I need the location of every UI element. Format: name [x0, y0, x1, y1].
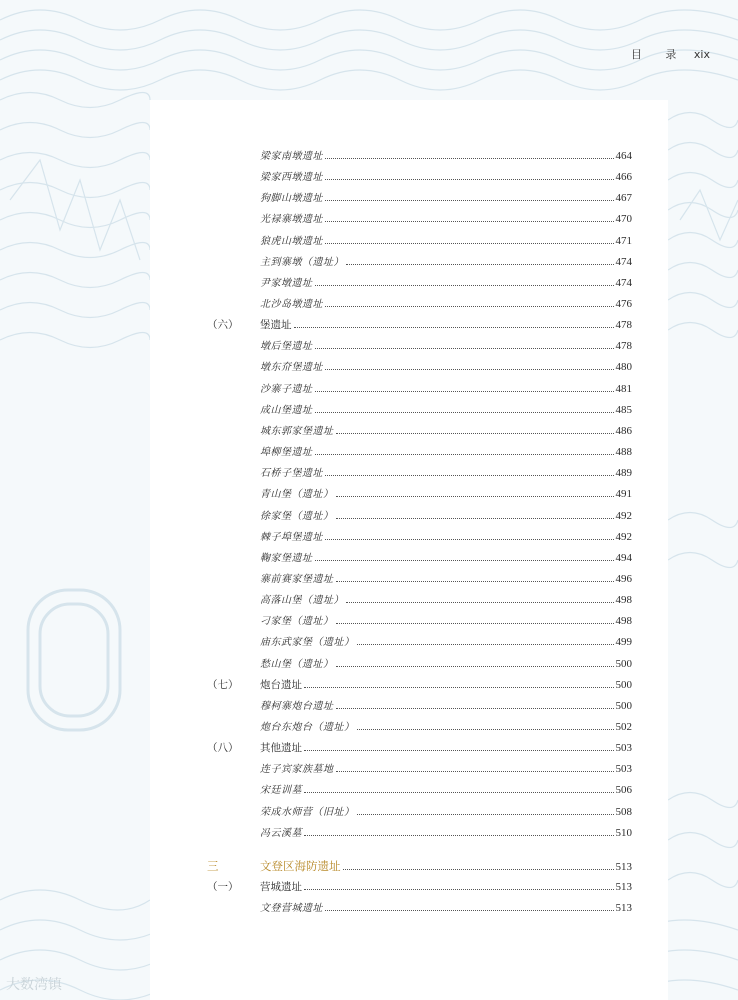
- toc-row: [0, 857, 738, 875]
- toc-page-number: 513: [615, 902, 632, 914]
- toc-entry: [260, 781, 632, 800]
- toc-leader-dots: [336, 507, 614, 519]
- toc-page-number: 466: [615, 171, 632, 183]
- toc-entry: [260, 528, 632, 547]
- toc-entry: [260, 857, 632, 876]
- toc-section-number: 三: [207, 859, 219, 873]
- toc-leader-dots: [325, 295, 614, 307]
- toc-leader-dots: [336, 760, 614, 772]
- toc-leader-dots: [325, 210, 614, 222]
- toc-row: [0, 401, 738, 419]
- toc-page-number: 480: [615, 361, 632, 373]
- toc-page-number: 496: [615, 573, 632, 585]
- toc-title: 光禄寨墩遗址: [260, 214, 323, 225]
- toc-page-number: 498: [615, 594, 632, 606]
- toc-row: [0, 422, 738, 440]
- toc-leader-dots: [336, 612, 614, 624]
- toc-leader-dots: [325, 189, 614, 201]
- toc-page-number: 481: [615, 383, 632, 395]
- toc-title: 连子宾家族墓地: [260, 764, 334, 775]
- toc-page-number: 485: [615, 404, 632, 416]
- toc-title: 尹家墩遗址: [260, 278, 313, 289]
- toc-leader-dots: [315, 443, 614, 455]
- toc-page-number: 474: [615, 256, 632, 268]
- toc-row: [0, 697, 738, 715]
- toc-leader-dots: [325, 168, 614, 180]
- toc-page-number: 502: [615, 721, 632, 733]
- toc-entry: [260, 697, 632, 716]
- toc-row: [0, 781, 738, 799]
- toc-entry: [260, 655, 632, 674]
- toc-title: 狗脚山墩遗址: [260, 193, 323, 204]
- toc-page-number: 492: [615, 531, 632, 543]
- toc-page-number: 498: [615, 615, 632, 627]
- toc-row: [0, 633, 738, 651]
- toc-title: 梁家南墩遗址: [260, 151, 323, 162]
- toc-leader-dots: [315, 380, 614, 392]
- toc-entry: [260, 380, 632, 399]
- toc-leader-dots: [336, 485, 614, 497]
- toc-leader-dots: [343, 858, 614, 870]
- toc-leader-dots: [336, 697, 614, 709]
- toc-page-number: 510: [615, 827, 632, 839]
- toc-row: [0, 570, 738, 588]
- toc-leader-dots: [336, 655, 614, 667]
- toc-entry: [260, 464, 632, 483]
- toc-leader-dots: [304, 824, 614, 836]
- toc-title: 炮台遗址: [260, 679, 302, 691]
- toc-entry: [260, 899, 632, 918]
- toc-row: [0, 253, 738, 271]
- toc-row: [0, 295, 738, 313]
- toc-page-number: 478: [615, 319, 632, 331]
- toc-page-number: 508: [615, 806, 632, 818]
- toc-title: 青山堡（遗址）: [260, 489, 334, 500]
- toc-entry: [260, 316, 632, 334]
- toc-leader-dots: [357, 633, 614, 645]
- toc-page-number: 506: [615, 784, 632, 796]
- toc-entry: [260, 210, 632, 229]
- toc-entry: [260, 443, 632, 462]
- toc-section-number: （七）: [207, 679, 239, 691]
- toc-entry: [260, 147, 632, 166]
- toc-leader-dots: [315, 401, 614, 413]
- toc-row: [0, 676, 738, 694]
- toc-row: [0, 168, 738, 186]
- toc-leader-dots: [325, 358, 614, 370]
- toc-entry: [260, 760, 632, 779]
- toc-title: 主到寨墩（遗址）: [260, 257, 344, 268]
- toc-leader-dots: [336, 422, 614, 434]
- toc-entry: [260, 507, 632, 526]
- toc-title: 堡遗址: [260, 319, 292, 331]
- toc-title: 愁山堡（遗址）: [260, 659, 334, 670]
- toc-leader-dots: [315, 337, 614, 349]
- toc-entry: [260, 878, 632, 896]
- toc-entry: [260, 739, 632, 757]
- toc-leader-dots: [357, 803, 614, 815]
- toc-title: 墩东夼堡遗址: [260, 362, 323, 373]
- toc-leader-dots: [304, 878, 614, 890]
- toc-title: 庙东武家堡（遗址）: [260, 637, 355, 648]
- toc-leader-dots: [325, 147, 614, 159]
- toc-row: [0, 189, 738, 207]
- toc-entry: [260, 168, 632, 187]
- toc-title: 埠柳堡遗址: [260, 447, 313, 458]
- toc-row: [0, 274, 738, 292]
- header-page-number: xix: [693, 48, 710, 61]
- toc-leader-dots: [315, 274, 614, 286]
- toc-page-number: 478: [615, 340, 632, 352]
- toc-entry: [260, 401, 632, 420]
- toc-row: [0, 718, 738, 736]
- toc-leader-dots: [325, 899, 614, 911]
- toc-title: 营城遗址: [260, 881, 302, 893]
- toc-page-number: 489: [615, 467, 632, 479]
- toc-title: 冯云溪墓: [260, 828, 302, 839]
- toc-row: [0, 591, 738, 609]
- toc-leader-dots: [325, 528, 614, 540]
- toc-title: 成山堡遗址: [260, 405, 313, 416]
- toc-entry: [260, 803, 632, 822]
- toc-entry: [260, 253, 632, 272]
- toc-title: 城东郭家堡遗址: [260, 426, 334, 437]
- toc-entry: [260, 422, 632, 441]
- toc-title: 荣成水师营（旧址）: [260, 807, 355, 818]
- toc-row: [0, 878, 738, 896]
- toc-row: [0, 147, 738, 165]
- toc-title: 狼虎山墩遗址: [260, 236, 323, 247]
- toc-entry: [260, 232, 632, 251]
- toc-page-number: 464: [615, 150, 632, 162]
- toc-row: [0, 358, 738, 376]
- toc-section-number: （八）: [207, 742, 239, 754]
- toc-row: [0, 232, 738, 250]
- toc-title: 北沙岛墩遗址: [260, 299, 323, 310]
- toc-page-number: 471: [615, 235, 632, 247]
- toc-section-number: （一）: [207, 881, 239, 893]
- toc-title: 梁家西墩遗址: [260, 172, 323, 183]
- toc-title: 刁家堡（遗址）: [260, 616, 334, 627]
- toc-entry: [260, 612, 632, 631]
- toc-entry: [260, 824, 632, 843]
- toc-leader-dots: [357, 718, 614, 730]
- toc-section-number: （六）: [207, 319, 239, 331]
- toc-title: 墩后堡遗址: [260, 341, 313, 352]
- toc-row: [0, 739, 738, 757]
- toc-title: 文登区海防遗址: [260, 859, 341, 873]
- toc-title: 鞠家堡遗址: [260, 553, 313, 564]
- toc-page-number: 470: [615, 213, 632, 225]
- toc-title: 宋廷训墓: [260, 785, 302, 796]
- toc-page-number: 467: [615, 192, 632, 204]
- toc-page-number: 486: [615, 425, 632, 437]
- toc-entry: [260, 591, 632, 610]
- toc-row: [0, 464, 738, 482]
- toc-row: [0, 337, 738, 355]
- toc-row: [0, 485, 738, 503]
- toc-title: 穆柯寨炮台遗址: [260, 701, 334, 712]
- toc-row: [0, 507, 738, 525]
- toc-entry: [260, 337, 632, 356]
- toc-title: 文登营城遗址: [260, 903, 323, 914]
- toc-row: [0, 443, 738, 461]
- watermark-text: 大数湾镇: [6, 977, 62, 993]
- toc-entry: [260, 570, 632, 589]
- toc-leader-dots: [336, 570, 614, 582]
- toc-entry: [260, 676, 632, 694]
- toc-page-number: 513: [615, 881, 632, 893]
- toc-entry: [260, 295, 632, 314]
- toc-entry: [260, 358, 632, 377]
- toc-row: [0, 803, 738, 821]
- toc-row: [0, 316, 738, 334]
- toc-row: [0, 549, 738, 567]
- toc-title: 棘子埠堡遗址: [260, 532, 323, 543]
- toc-page-number: 474: [615, 277, 632, 289]
- toc-title: 石桥子堡遗址: [260, 468, 323, 479]
- toc-page-number: 492: [615, 510, 632, 522]
- toc-title: 沙寨子遗址: [260, 384, 313, 395]
- toc-leader-dots: [325, 232, 614, 244]
- toc-leader-dots: [346, 591, 614, 603]
- toc-title: 徐家堡（遗址）: [260, 511, 334, 522]
- toc-page-number: 500: [615, 679, 632, 691]
- toc-entry: [260, 485, 632, 504]
- toc-leader-dots: [294, 316, 614, 328]
- toc-page-number: 476: [615, 298, 632, 310]
- toc-entry: [260, 633, 632, 652]
- header-label: 目 录: [630, 48, 687, 61]
- toc-row: [0, 210, 738, 228]
- toc-row: [0, 760, 738, 778]
- toc-page-number: 513: [615, 861, 632, 873]
- toc-title: 高落山堡（遗址）: [260, 595, 344, 606]
- toc-page-number: 499: [615, 636, 632, 648]
- toc-leader-dots: [325, 464, 614, 476]
- toc-page-number: 488: [615, 446, 632, 458]
- toc-leader-dots: [315, 549, 614, 561]
- toc-title: 炮台东炮台（遗址）: [260, 722, 355, 733]
- toc-row: [0, 655, 738, 673]
- toc-leader-dots: [346, 253, 614, 265]
- toc-row: [0, 380, 738, 398]
- toc-leader-dots: [304, 781, 614, 793]
- toc-row: [0, 824, 738, 842]
- toc-entry: [260, 718, 632, 737]
- toc-entry: [260, 549, 632, 568]
- toc-leader-dots: [304, 676, 614, 688]
- toc-leader-dots: [304, 739, 614, 751]
- toc-title: 其他遗址: [260, 742, 302, 754]
- toc-row: [0, 528, 738, 546]
- toc-page-number: 503: [615, 742, 632, 754]
- toc-page-number: 503: [615, 763, 632, 775]
- toc-page-number: 500: [615, 658, 632, 670]
- toc-entry: [260, 189, 632, 208]
- toc-page-number: 491: [615, 488, 632, 500]
- toc-page-number: 500: [615, 700, 632, 712]
- toc-row: [0, 612, 738, 630]
- toc-row: [0, 899, 738, 917]
- toc-title: 寨前赛家堡遗址: [260, 574, 334, 585]
- toc-page-number: 494: [615, 552, 632, 564]
- toc-entry: [260, 274, 632, 293]
